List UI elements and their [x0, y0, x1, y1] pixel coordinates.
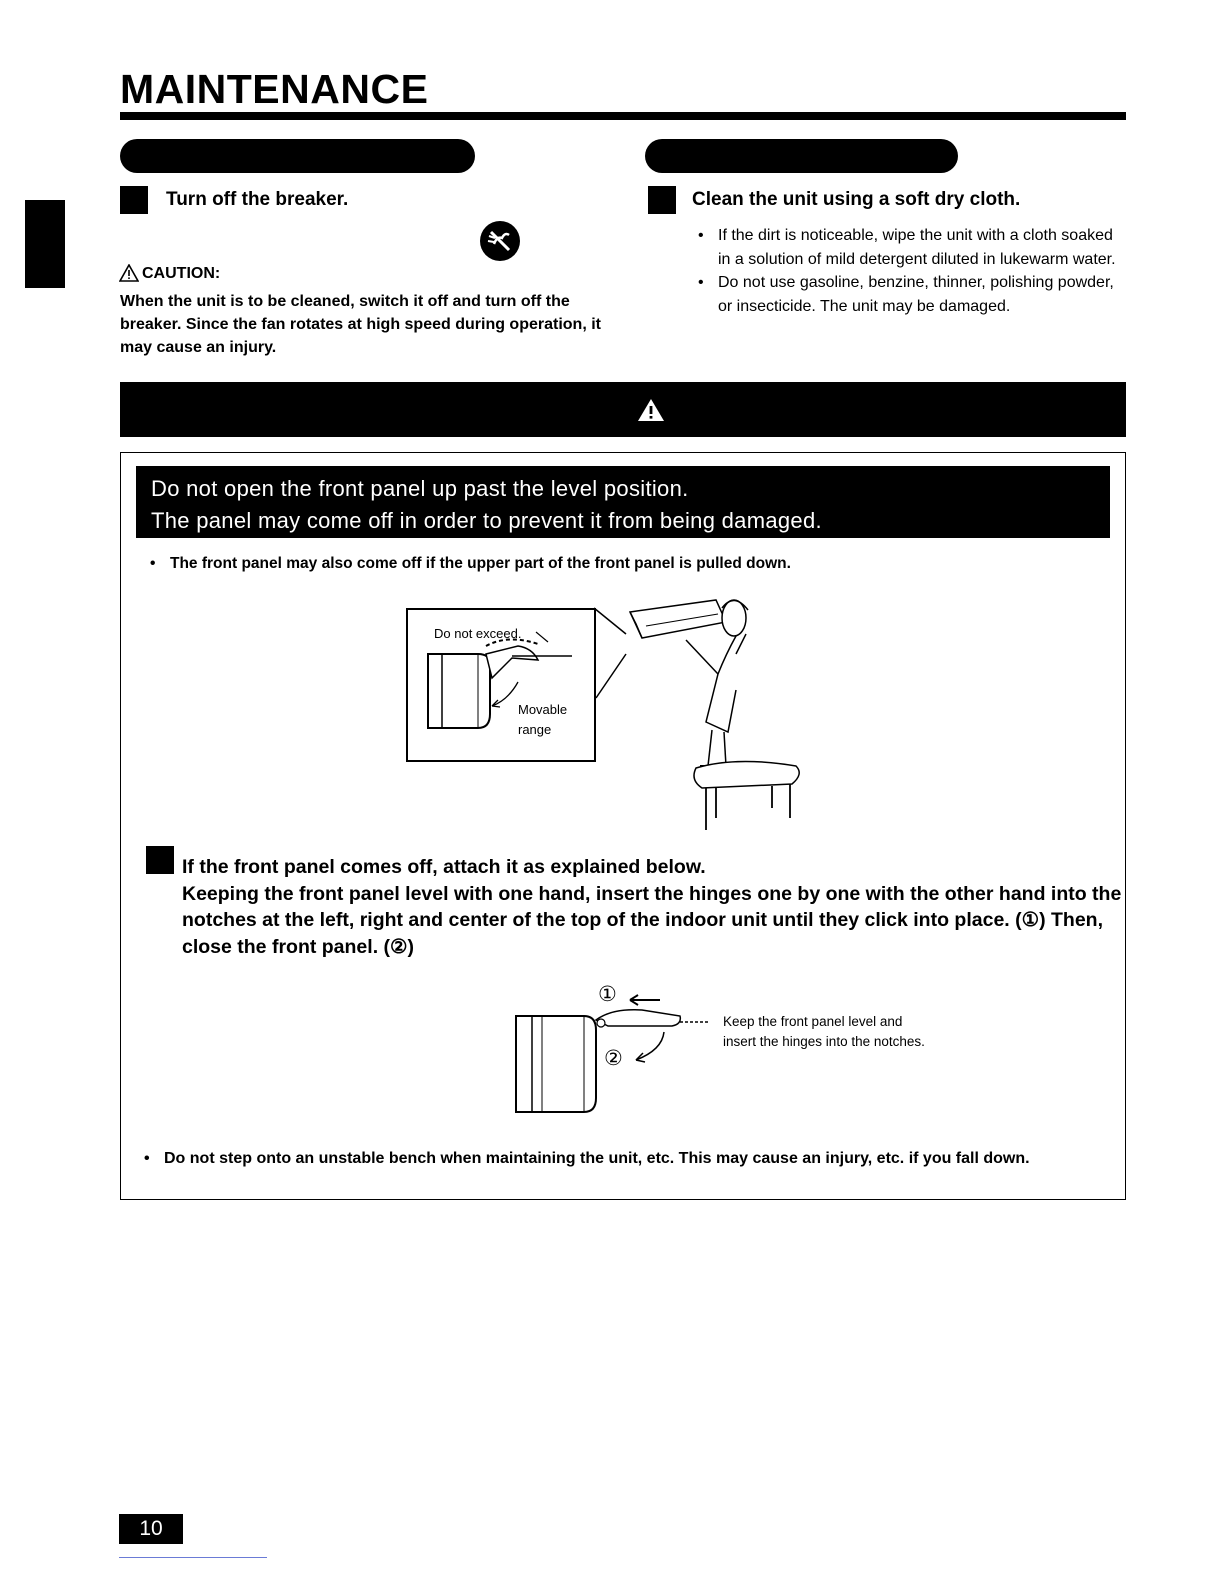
- step-marker-reattach: [146, 846, 174, 874]
- movable-label: Movable: [518, 702, 568, 717]
- reattach-instructions: [182, 854, 1122, 960]
- hinge-note-line-2: insert the hinges into the notches.: [723, 1034, 925, 1049]
- warning-banner: [136, 466, 1110, 538]
- section-tab-marker: [25, 200, 65, 288]
- range-label: range: [518, 722, 552, 737]
- bench-warning-bullet: [142, 1147, 1112, 1171]
- cleaning-bullet: • Do not use gasoline, benzine, thinner, polishing powder, or insecticide. The unit may be damaged.: [696, 271, 1128, 318]
- panel-range-drawing: [408, 610, 594, 760]
- right-heading-pill: [645, 139, 958, 173]
- panel-range-inset: [406, 608, 596, 762]
- warning-banner-line-2: The panel may come off in order to prevent it from being damaged.: [151, 508, 822, 533]
- cleaning-bullet: • If the dirt is noticeable, wipe the unit with a cloth soaked in a solution of mild detergent diluted in lukewarm water.: [696, 224, 1128, 271]
- step-marker-left: [120, 186, 148, 214]
- page-title: MAINTENANCE: [120, 66, 429, 112]
- person-on-bench-illustration: [586, 594, 812, 834]
- warning-header-bar: [120, 382, 1126, 437]
- caution-label: CAUTION:: [142, 265, 221, 282]
- footer-link-line: [119, 1557, 267, 1558]
- panel-warning-bullet: [148, 555, 1108, 573]
- do-not-exceed-label: Do not exceed.: [434, 626, 522, 641]
- step-marker-right: [648, 186, 676, 214]
- page-number: 10: [119, 1514, 183, 1544]
- reattach-body: Keeping the front panel level with one hand, insert the hinges one by one with the other hand into the notches at the left, right and center of the top of the indoor unit until they click into place. (①) Then, close the front panel. (②): [182, 882, 1122, 958]
- left-heading-pill: [120, 139, 475, 173]
- caution-triangle-icon: [119, 264, 139, 282]
- step-clean-unit: Clean the unit using a soft dry cloth.: [692, 189, 1021, 210]
- step-turn-off-breaker: Turn off the breaker.: [166, 189, 349, 210]
- bench-warning-text: • Do not step onto an unstable bench when maintaining the unit, etc. This may cause an injury, etc. if you fall down.: [142, 1147, 1112, 1171]
- warning-triangle-icon: [637, 398, 665, 422]
- warning-banner-line-1: Do not open the front panel up past the level position.: [151, 476, 689, 501]
- step-marker-two: ②: [604, 1047, 623, 1070]
- reattach-heading: If the front panel comes off, attach it as explained below.: [182, 856, 706, 878]
- hinge-note-line-1: Keep the front panel level and: [723, 1014, 903, 1029]
- no-touch-hand-icon: [479, 220, 521, 262]
- cleaning-bullet-list: [696, 224, 1128, 318]
- title-rule: [120, 112, 1126, 120]
- step-marker-one: ①: [598, 983, 617, 1006]
- caution-text: When the unit is to be cleaned, switch it off and turn off the breaker. Since the fan rotates at high speed during operation, it may cause an injury.: [120, 293, 601, 356]
- panel-warning-text: • The front panel may also come off if the upper part of the front panel is pulled down.: [148, 555, 1108, 573]
